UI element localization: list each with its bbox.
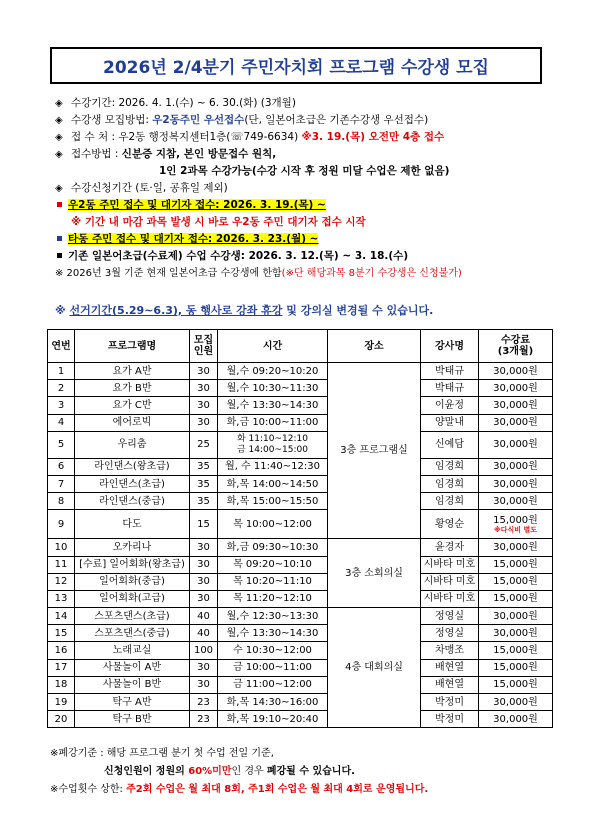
cell-fee: 30,000원: [479, 694, 553, 711]
cell-no: 7: [48, 475, 75, 492]
cell-fee: 30,000원: [479, 493, 553, 510]
cell-name: 일어회화(고급): [75, 590, 190, 607]
cell-name: 요가 C반: [75, 397, 190, 414]
election-notice: ※ 선거기간(5.29~6.3), 동 행사로 강좌 휴강 및 강의실 변경될 수 있습니다.: [55, 304, 434, 317]
cell-time: 화,목 14:30~16:00: [218, 694, 328, 711]
cell-teacher: 박태규: [421, 363, 479, 380]
cell-cap: 30: [190, 556, 218, 573]
cell-teacher: 시바타 미호: [421, 556, 479, 573]
col-header: 모집 인원: [190, 330, 218, 363]
table-row: [48, 510, 553, 539]
cell-time: 화,목 19:10~20:40: [218, 711, 328, 728]
cell-teacher: 배현열: [421, 676, 479, 693]
cell-time: 화,목 14:00~14:50: [218, 475, 328, 492]
diamond-bullet-icon: ◈: [55, 132, 63, 143]
cell-time: 목 10:20~11:10: [218, 573, 328, 590]
table-row: [48, 694, 553, 711]
cell-time: 목 10:00~12:00: [218, 510, 328, 539]
table-header-row: [48, 330, 553, 363]
cell-fee: 15,000원: [479, 590, 553, 607]
cell-fee: 30,000원: [479, 475, 553, 492]
diamond-bullet-icon: ◈: [55, 149, 63, 160]
cell-name: 탁구 B반: [75, 711, 190, 728]
table-row: [48, 431, 553, 458]
cell-no: 20: [48, 711, 75, 728]
cell-time: 월,수 13:30~14:30: [218, 625, 328, 642]
cell-name: 라인댄스(왕초급): [75, 458, 190, 475]
cell-teacher: 임경희: [421, 475, 479, 492]
cell-fee: 30,000원: [479, 431, 553, 458]
cell-place: 3층 소회의실: [328, 539, 421, 608]
cell-name: 사물놀이 A반: [75, 659, 190, 676]
cell-cap: 23: [190, 694, 218, 711]
cell-name: 요가 B반: [75, 380, 190, 397]
cell-time: 금 11:00~12:00: [218, 676, 328, 693]
table-row: [48, 556, 553, 573]
cell-teacher: 시바타 미호: [421, 573, 479, 590]
cell-time: 금 10:00~11:00: [218, 659, 328, 676]
cell-name: 스포츠댄스(초급): [75, 608, 190, 625]
cell-name: 사물놀이 B반: [75, 676, 190, 693]
table-row: [48, 414, 553, 431]
info-apply: ◈ 수강신청기간 (토·일, 공휴일 제외): [55, 180, 575, 197]
cell-cap: 30: [190, 397, 218, 414]
cell-fee: 30,000원: [479, 711, 553, 728]
cell-cap: 23: [190, 711, 218, 728]
cell-teacher: 임경희: [421, 493, 479, 510]
cell-teacher: 임경희: [421, 458, 479, 475]
cell-teacher: 정영실: [421, 608, 479, 625]
col-header: 수강료 (3개월): [479, 330, 553, 363]
page-title: 2026년 2/4분기 주민자치회 프로그램 수강생 모집: [50, 47, 542, 84]
apply-note: ※ 2026년 3월 기준 현재 일본어초급 수강생에 한함(※단 해당과목 8분기 수강생은 신청불가): [55, 268, 462, 279]
info-section: [55, 95, 575, 282]
cell-teacher: 차맹조: [421, 642, 479, 659]
table-row: [48, 539, 553, 556]
cell-fee: 15,000원: [479, 556, 553, 573]
cell-no: 6: [48, 458, 75, 475]
cell-fee: 15,000원: [479, 676, 553, 693]
footer-line-2: 신청인원이 정원의 60%미만인 경우 폐강될 수 있습니다.: [104, 766, 355, 777]
square-bullet-icon: [57, 253, 62, 258]
table-row: [48, 573, 553, 590]
cell-no: 5: [48, 431, 75, 458]
cell-teacher: 윤경자: [421, 539, 479, 556]
footer-line-3: ※수업횟수 상한: 주2회 수업은 월 최대 8회, 주1회 수업은 월 최대 4회로 운영됩니다.: [50, 784, 429, 795]
cell-time: 월,수 13:30~14:30: [218, 397, 328, 414]
apply-resident-note: ※ 기간 내 마감 과목 발생 시 바로 우2동 주민 대기자 접수 시작: [71, 216, 366, 228]
cell-no: 4: [48, 414, 75, 431]
cell-no: 16: [48, 642, 75, 659]
cell-cap: 100: [190, 642, 218, 659]
cell-fee: 30,000원: [479, 625, 553, 642]
cell-no: 10: [48, 539, 75, 556]
cell-fee: 15,000원: [479, 659, 553, 676]
col-header: 강사명: [421, 330, 479, 363]
cell-fee: 15,000원: [479, 642, 553, 659]
table-row: [48, 475, 553, 492]
cell-name: 요가 A반: [75, 363, 190, 380]
cell-place: 4층 대회의실: [328, 608, 421, 728]
info-how: ◈ 접수방법 : 신분증 지참, 본인 방문접수 원칙,: [55, 146, 575, 163]
apply-other: 타동 주민 접수 및 대기자 접수: 2026. 3. 23.(월) ~: [55, 231, 575, 248]
diamond-bullet-icon: ◈: [55, 183, 63, 194]
cell-teacher: 시바타 미호: [421, 590, 479, 607]
cell-cap: 40: [190, 625, 218, 642]
table-row: [48, 659, 553, 676]
info-period: ◈ 수강기간: 2026. 4. 1.(수) ~ 6. 30.(화) (3개월): [55, 95, 575, 112]
footer-notes: [50, 745, 570, 799]
cell-teacher: 배현열: [421, 659, 479, 676]
cell-time: 월,수 10:30~11:30: [218, 380, 328, 397]
table-row: [48, 590, 553, 607]
diamond-bullet-icon: ◈: [55, 115, 63, 126]
cell-time: 월,수 09:20~10:20: [218, 363, 328, 380]
cell-time: 수 10:30~12:00: [218, 642, 328, 659]
cell-cap: 35: [190, 458, 218, 475]
cell-time: 화,금 10:00~11:00: [218, 414, 328, 431]
cell-name: 일어회화(중급): [75, 573, 190, 590]
cell-name: 오카리나: [75, 539, 190, 556]
info-place: ◈ 접 수 처 : 우2동 행정복지센터1층(☏749-6634) ※3. 19.(목) 오전만 4층 접수: [55, 129, 575, 146]
cell-no: 13: [48, 590, 75, 607]
info-how-line2: 1인 2과목 수강가능(수강 시작 후 정원 미달 수업은 제한 없음): [159, 165, 450, 177]
cell-teacher: 박정미: [421, 694, 479, 711]
table-row: [48, 380, 553, 397]
table-row: [48, 458, 553, 475]
cell-name: 에어로빅: [75, 414, 190, 431]
cell-cap: 40: [190, 608, 218, 625]
cell-place: 3층 프로그램실: [328, 363, 421, 539]
cell-cap: 30: [190, 573, 218, 590]
cell-no: 18: [48, 676, 75, 693]
cell-no: 8: [48, 493, 75, 510]
footer-line-1: ※폐강기준 : 해당 프로그램 분기 첫 수업 전일 기준,: [50, 748, 274, 759]
table-row: [48, 676, 553, 693]
cell-name: 스포츠댄스(중급): [75, 625, 190, 642]
table-row: [48, 625, 553, 642]
cell-time: 목 09:20~10:10: [218, 556, 328, 573]
cell-no: 12: [48, 573, 75, 590]
col-header: 장소: [328, 330, 421, 363]
cell-teacher: 정영실: [421, 625, 479, 642]
cell-teacher: 양말내: [421, 414, 479, 431]
cell-time: 월, 수 11:40~12:30: [218, 458, 328, 475]
cell-cap: 30: [190, 659, 218, 676]
col-header: 연번: [48, 330, 75, 363]
cell-cap: 15: [190, 510, 218, 539]
cell-no: 14: [48, 608, 75, 625]
cell-cap: 30: [190, 414, 218, 431]
cell-cap: 30: [190, 363, 218, 380]
cell-name: 다도: [75, 510, 190, 539]
cell-no: 1: [48, 363, 75, 380]
cell-no: 9: [48, 510, 75, 539]
cell-fee: 15,000원: [479, 573, 553, 590]
square-bullet-icon: [57, 202, 62, 207]
cell-time: 화 11:10~12:10 금 14:00~15:00: [218, 431, 328, 458]
cell-no: 17: [48, 659, 75, 676]
cell-fee: 30,000원: [479, 414, 553, 431]
cell-time: 목 11:20~12:10: [218, 590, 328, 607]
cell-cap: 30: [190, 676, 218, 693]
cell-name: 우리춤: [75, 431, 190, 458]
cell-no: 3: [48, 397, 75, 414]
square-bullet-icon: [57, 236, 62, 241]
cell-fee: 30,000원: [479, 608, 553, 625]
cell-name: 라인댄스(초급): [75, 475, 190, 492]
cell-no: 15: [48, 625, 75, 642]
apply-resident: 우2동 주민 접수 및 대기자 접수: 2026. 3. 19.(목) ~: [55, 197, 575, 214]
cell-cap: 30: [190, 590, 218, 607]
cell-teacher: 박정미: [421, 711, 479, 728]
cell-fee: 30,000원: [479, 397, 553, 414]
cell-teacher: 박태규: [421, 380, 479, 397]
cell-teacher: 신예담: [421, 431, 479, 458]
cell-teacher: 황영순: [421, 510, 479, 539]
table-row: [48, 642, 553, 659]
cell-name: 노래교실: [75, 642, 190, 659]
fee-note: ※다식비 별도: [493, 525, 538, 534]
table-row: [48, 397, 553, 414]
cell-fee: 30,000원: [479, 380, 553, 397]
table-row: [48, 608, 553, 625]
cell-name: 라인댄스(중급): [75, 493, 190, 510]
table-row: [48, 711, 553, 728]
cell-no: 19: [48, 694, 75, 711]
cell-fee: 30,000원: [479, 539, 553, 556]
cell-cap: 35: [190, 475, 218, 492]
info-method: ◈ 수강생 모집방법: 우2동주민 우선접수(단, 일본어초급은 기존수강생 우선접수): [55, 112, 575, 129]
cell-time: 화,목 15:00~15:50: [218, 493, 328, 510]
cell-cap: 30: [190, 539, 218, 556]
cell-fee: 30,000원: [479, 458, 553, 475]
cell-name: [수료] 일어회화(왕초급): [75, 556, 190, 573]
table-row: [48, 363, 553, 380]
program-table: [47, 329, 553, 728]
apply-existing: 기존 일본어초급(수료제) 수업 수강생: 2026. 3. 12.(목) ~ 3. 18.(수): [55, 248, 575, 265]
cell-cap: 35: [190, 493, 218, 510]
cell-cap: 30: [190, 380, 218, 397]
cell-cap: 25: [190, 431, 218, 458]
cell-fee: 30,000원: [479, 363, 553, 380]
col-header: 프로그램명: [75, 330, 190, 363]
cell-name: 탁구 A반: [75, 694, 190, 711]
cell-teacher: 이윤정: [421, 397, 479, 414]
cell-time: 월,수 12:30~13:30: [218, 608, 328, 625]
cell-no: 11: [48, 556, 75, 573]
col-header: 시간: [218, 330, 328, 363]
cell-time: 화,금 09:30~10:30: [218, 539, 328, 556]
table-row: [48, 493, 553, 510]
diamond-bullet-icon: ◈: [55, 98, 63, 109]
cell-no: 2: [48, 380, 75, 397]
cell-fee: 15,000원 ※다식비 별도: [479, 510, 553, 539]
